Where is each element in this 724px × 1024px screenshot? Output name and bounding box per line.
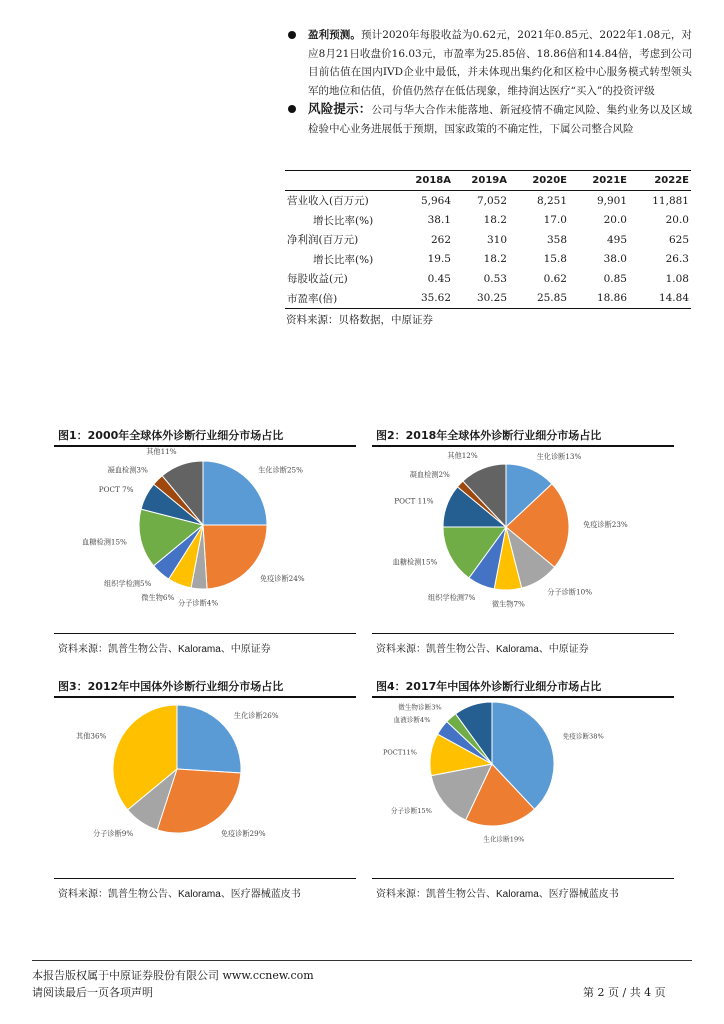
- table-row: [285, 191, 691, 211]
- pie-slice-label: 分子诊断10%: [547, 587, 593, 597]
- figure-4-pie-chart: [372, 698, 674, 876]
- pie-slice-label: 微生物诊断3%: [398, 703, 442, 712]
- table-cell: 35.62: [397, 289, 453, 309]
- table-cell: 1.08: [665, 272, 689, 285]
- table-cell: 495: [606, 233, 627, 246]
- row-label: 增长比率(%): [313, 214, 374, 227]
- table-cell: 0.85: [603, 272, 627, 285]
- table-cell: 310: [486, 233, 507, 246]
- pie-slice-label: 血液诊断4%: [393, 715, 431, 724]
- table-cell: 25.85: [509, 289, 569, 309]
- pie-slice-label: 血糖检测15%: [392, 557, 438, 567]
- figure-1-bottom-rule: [54, 633, 356, 634]
- page-number: 第 2 页 / 共 4 页: [583, 986, 666, 999]
- pie-slice-label: 免疫诊断29%: [220, 829, 266, 838]
- table-header-row: [285, 171, 691, 191]
- pie-slice-label: POCT 7%: [98, 485, 134, 495]
- table-header-cell: 2020E: [509, 171, 569, 191]
- table-row: [285, 289, 691, 309]
- table-cell: 358: [546, 233, 567, 246]
- bullet-text: 公司与华大合作未能落地、新冠疫情不确定风险、集约业务以及区域检验中心业务进展低于预期，国家政策的不确定性，下属公司整合风险: [308, 104, 692, 135]
- footer-divider: [32, 960, 692, 961]
- pie-slice-label: 其他12%: [447, 450, 478, 460]
- table-cell: 9,901: [596, 194, 627, 207]
- bullet-lead: 风险提示：: [308, 101, 372, 117]
- pie-slice-label: 分子诊断9%: [93, 829, 134, 838]
- figure-3-pie-chart: [54, 698, 356, 876]
- figure-1-source: 资料来源：凯普生物公告、Kalorama、中原证券: [58, 644, 271, 655]
- table-cell: 262: [430, 233, 451, 246]
- pie-slice-label: 分子诊断4%: [178, 598, 219, 608]
- bullet-text: 预计2020年每股收益为0.62元，2021年0.85元、2022年1.08元，对应8月21日收盘价16.03元，市盈率为25.85倍、18.86倍和14.84倍，考虑到公司目前估值在国内IVD企业中最低，并未体现出集约化和区检中心服务模式转型领头军的地位和估值，价值仍然存在低估现象，维持润达医疗“买入”的投资评级: [308, 29, 692, 97]
- pie-slice-label: 微生物6%: [141, 593, 175, 602]
- table-cell: 7,052: [476, 194, 507, 207]
- table-cell: 0.53: [483, 272, 507, 285]
- table-row: [285, 250, 691, 270]
- table-row: [285, 230, 691, 250]
- bullet-dot-icon: [288, 31, 296, 39]
- table-header-cell: 2022E: [629, 171, 691, 191]
- bullet-dot-icon: [288, 105, 296, 113]
- bullet-lead: 盈利预测。: [308, 29, 361, 41]
- table-cell: 30.25: [453, 289, 509, 309]
- pie-slice-label: 血糖检测15%: [82, 537, 127, 547]
- pie-slice: [203, 525, 267, 589]
- pie-slice-label: 微生物7%: [491, 599, 525, 609]
- pie-slice-label: 生化诊断13%: [536, 451, 582, 461]
- footer-copyright: 本报告版权属于中原证券股份有限公司 www.ccnew.com: [32, 969, 314, 982]
- pie-slice-label: 免疫诊断24%: [259, 573, 305, 583]
- figure-4-title: 图4：2017年中国体外诊断行业细分市场占比: [376, 680, 602, 693]
- table-row: [285, 269, 691, 289]
- forecast-bullets: [288, 26, 692, 139]
- pie-slice-label: 生化诊断26%: [233, 711, 279, 721]
- table-cell: 5,964: [420, 194, 451, 207]
- table-header-cell: 2019A: [453, 171, 509, 191]
- pie-slice-label: 其他36%: [76, 731, 107, 741]
- pie-slice-label: 生化诊断25%: [258, 465, 303, 475]
- pie-slice-label: 免疫诊断23%: [583, 520, 628, 530]
- pie-slice-label: 组织学检测5%: [104, 579, 152, 588]
- table-header-cell: [285, 171, 397, 191]
- table-row: [285, 211, 691, 231]
- figure-2-pie-chart: [372, 447, 674, 630]
- table-cell: 38.0: [603, 253, 627, 266]
- table-cell: 20.0: [665, 214, 689, 227]
- figure-3-title: 图3：2012年中国体外诊断行业细分市场占比: [58, 680, 284, 693]
- footer-notice: 请阅读最后一页各项声明: [32, 986, 153, 999]
- table-cell: 0.45: [427, 272, 451, 285]
- table-header-cell: 2018A: [397, 171, 453, 191]
- pie-slice-label: 凝血检测3%: [107, 465, 148, 475]
- figure-1-title: 图1：2000年全球体外诊断行业细分市场占比: [58, 429, 284, 442]
- table-cell: 625: [668, 233, 689, 246]
- table-source-note: 资料来源：贝格数据，中原证券: [286, 314, 433, 326]
- row-label: 每股收益(元): [287, 273, 348, 286]
- table-cell: 14.84: [629, 289, 691, 309]
- table-header-cell: 2021E: [569, 171, 629, 191]
- figure-2-bottom-rule: [372, 633, 674, 634]
- table-cell: 11,881: [652, 194, 689, 207]
- pie-slice-label: POCT 11%: [394, 496, 434, 506]
- table-cell: 15.8: [543, 253, 567, 266]
- pie-slice-label: 其他11%: [146, 447, 177, 457]
- table-cell: 18.86: [569, 289, 629, 309]
- table-cell: 19.5: [427, 253, 451, 266]
- pie-slice-label: 免疫诊断38%: [562, 732, 604, 741]
- table-cell: 38.1: [427, 214, 451, 227]
- table-cell: 18.2: [483, 253, 507, 266]
- pie-slice-label: 分子诊断15%: [390, 807, 432, 816]
- table-cell: 0.62: [543, 272, 567, 285]
- financial-forecast-table: [285, 170, 691, 309]
- row-label: 增长比率(%): [313, 253, 374, 266]
- figure-2-source: 资料来源：凯普生物公告、Kalorama、中原证券: [376, 644, 589, 655]
- figure-1-pie-chart: [54, 447, 356, 630]
- pie-slice-label: 组织学检测7%: [428, 593, 476, 603]
- table-cell: 17.0: [543, 214, 567, 227]
- table-cell: 26.3: [665, 253, 689, 266]
- table-cell: 20.0: [603, 214, 627, 227]
- bullet-earnings-forecast: [288, 26, 692, 100]
- figure-3-bottom-rule: [54, 878, 356, 879]
- pie-slice-label: POCT11%: [382, 748, 417, 757]
- bullet-risk-warning: [288, 100, 692, 138]
- pie-slice: [177, 705, 241, 773]
- row-label: 净利润(百万元): [287, 234, 359, 247]
- row-label: 市盈率(倍): [285, 289, 397, 309]
- pie-slice-label: 生化诊断19%: [483, 835, 525, 844]
- figure-2-title: 图2：2018年全球体外诊断行业细分市场占比: [376, 429, 602, 442]
- figure-4-bottom-rule: [372, 878, 674, 879]
- table-cell: 8,251: [536, 194, 567, 207]
- figure-4-source: 资料来源：凯普生物公告、Kalorama、医疗器械蓝皮书: [376, 889, 619, 900]
- row-label: 营业收入(百万元): [287, 195, 369, 208]
- table-cell: 18.2: [483, 214, 507, 227]
- figure-3-source: 资料来源：凯普生物公告、Kalorama、医疗器械蓝皮书: [58, 889, 301, 900]
- pie-slice-label: 凝血检测2%: [409, 469, 450, 479]
